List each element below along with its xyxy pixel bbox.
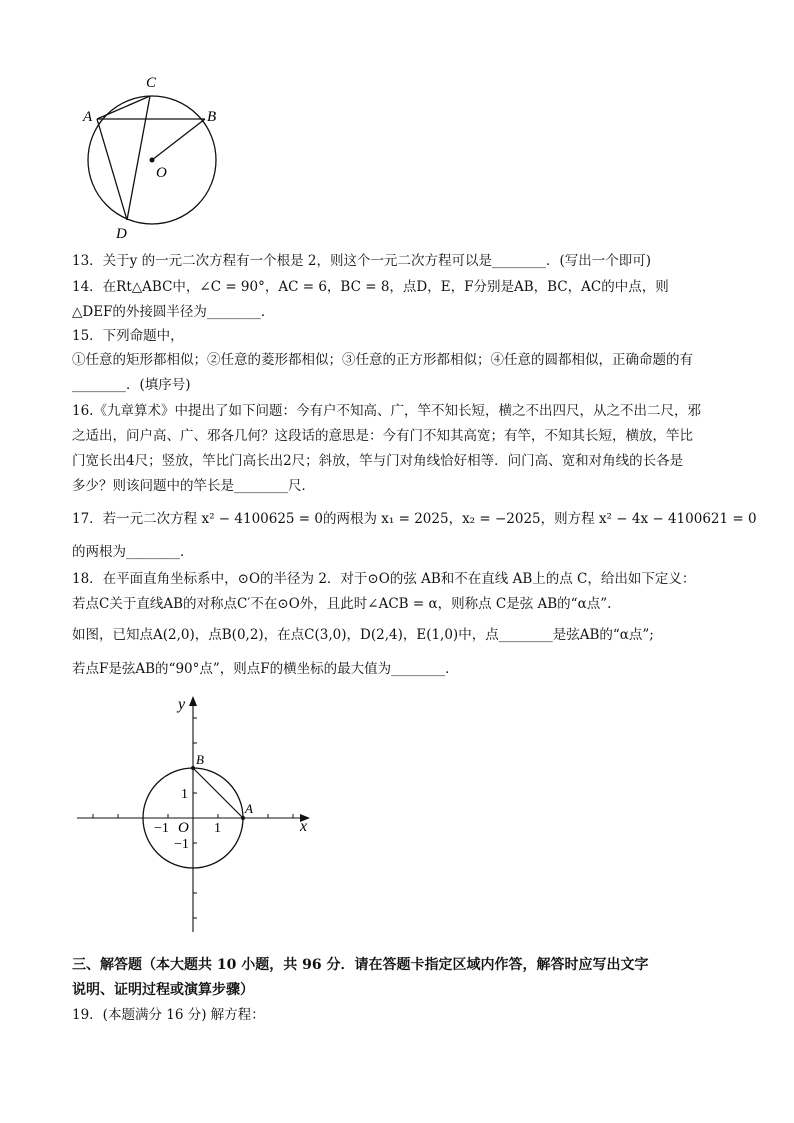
label-d: D <box>116 226 127 242</box>
chord-ad <box>97 119 127 220</box>
y-label: y <box>178 696 186 713</box>
q16-line4: 多少？则该问题中的竿长是________尺． <box>72 478 315 494</box>
q16-line2: 之适出，问户高、广、邪各几何？这段话的意思是：今有门不知其高宽；有竿，不知其长短，横放，竿比 <box>72 428 693 444</box>
q18-line3: 如图，已知点A(2,0)，点B(0,2)，在点C(3,0)，D(2,4)，E(1,0)中，点________是弦AB的“α点”; <box>72 627 654 643</box>
q16-line3: 门宽长出4尺；竖放，竿比门高长出2尺；斜放，竿与门对角线恰好相等．问门高、宽和对角线的长各是 <box>72 453 684 469</box>
tick-x-pos: 1 <box>214 821 221 836</box>
tick-y-pos: 1 <box>181 787 188 802</box>
q16-line1: 16.《九章算术》中提出了如下问题：今有户不知高、广，竿不知长短，横之不出四尺，从之不出二尺，邪 <box>72 403 701 419</box>
q18-line4: 若点F是弦AB的“90°点”，则点F的横坐标的最大值为________． <box>72 661 459 677</box>
origin-label: O <box>178 820 189 836</box>
point-a <box>241 816 245 820</box>
label-b: B <box>196 752 204 767</box>
label-b: B <box>207 109 217 125</box>
q13-text: 13．关于y 的一元二次方程有一个根是 2，则这个一元二次方程可以是________．(写出一个即可) <box>72 253 652 269</box>
coordinate-figure <box>72 692 322 937</box>
tick-y-neg: −1 <box>174 837 189 852</box>
tick-x-neg: −1 <box>154 821 169 836</box>
q18-line2: 若点C关于直线AB的对称点C′不在⊙O外，且此时∠ACB = α，则称点 C是弦 AB的“α点”. <box>72 596 612 612</box>
center-dot <box>150 158 155 163</box>
circle-figure <box>72 70 242 245</box>
q18-line1: 18．在平面直角坐标系中，⊙O的半径为 2．对于⊙O的弦 AB和不在直线 AB上的点 C，给出如下定义： <box>72 571 696 587</box>
chord-ab <box>193 768 243 818</box>
chord-cd <box>127 96 150 220</box>
label-a: A <box>245 801 253 816</box>
radius-ob <box>152 119 205 160</box>
q17-line2: 的两根为________． <box>72 544 194 560</box>
q15-line3: ________．(填序号) <box>72 377 191 393</box>
q15-line2: ①任意的矩形都相似；②任意的菱形都相似；③任意的正方形都相似；④任意的圆都相似，正确命题的有 <box>72 352 693 368</box>
x-label: x <box>300 818 308 835</box>
label-o: O <box>156 165 167 181</box>
q14-line1: 14．在Rt△ABC中，∠C = 90°，AC = 6，BC = 8，点D，E，F分别是AB，BC，AC的中点，则 <box>72 279 669 295</box>
q19-text: 19．(本题满分 16 分) 解方程： <box>72 1007 265 1023</box>
q14-line2: △DEF的外接圆半径为________． <box>72 304 275 320</box>
q17-line1: 17．若一元二次方程 x² − 4100625 = 0的两根为 x₁ = 2025，x₂ = −2025，则方程 x² − 4x − 4100621 = 0 <box>72 511 757 527</box>
section3-line1: 三、解答题（本大题共 10 小题，共 96 分．请在答题卡指定区域内作答，解答时应写出文字 <box>72 957 649 973</box>
section3-line2: 说明、证明过程或演算步骤） <box>72 982 254 998</box>
chord-ac <box>97 96 150 119</box>
point-b <box>191 766 195 770</box>
y-axis-arrow-icon <box>189 696 197 706</box>
label-a: A <box>83 109 93 125</box>
label-c: C <box>146 75 157 91</box>
q15-line1: 15．下列命题中， <box>72 328 184 344</box>
